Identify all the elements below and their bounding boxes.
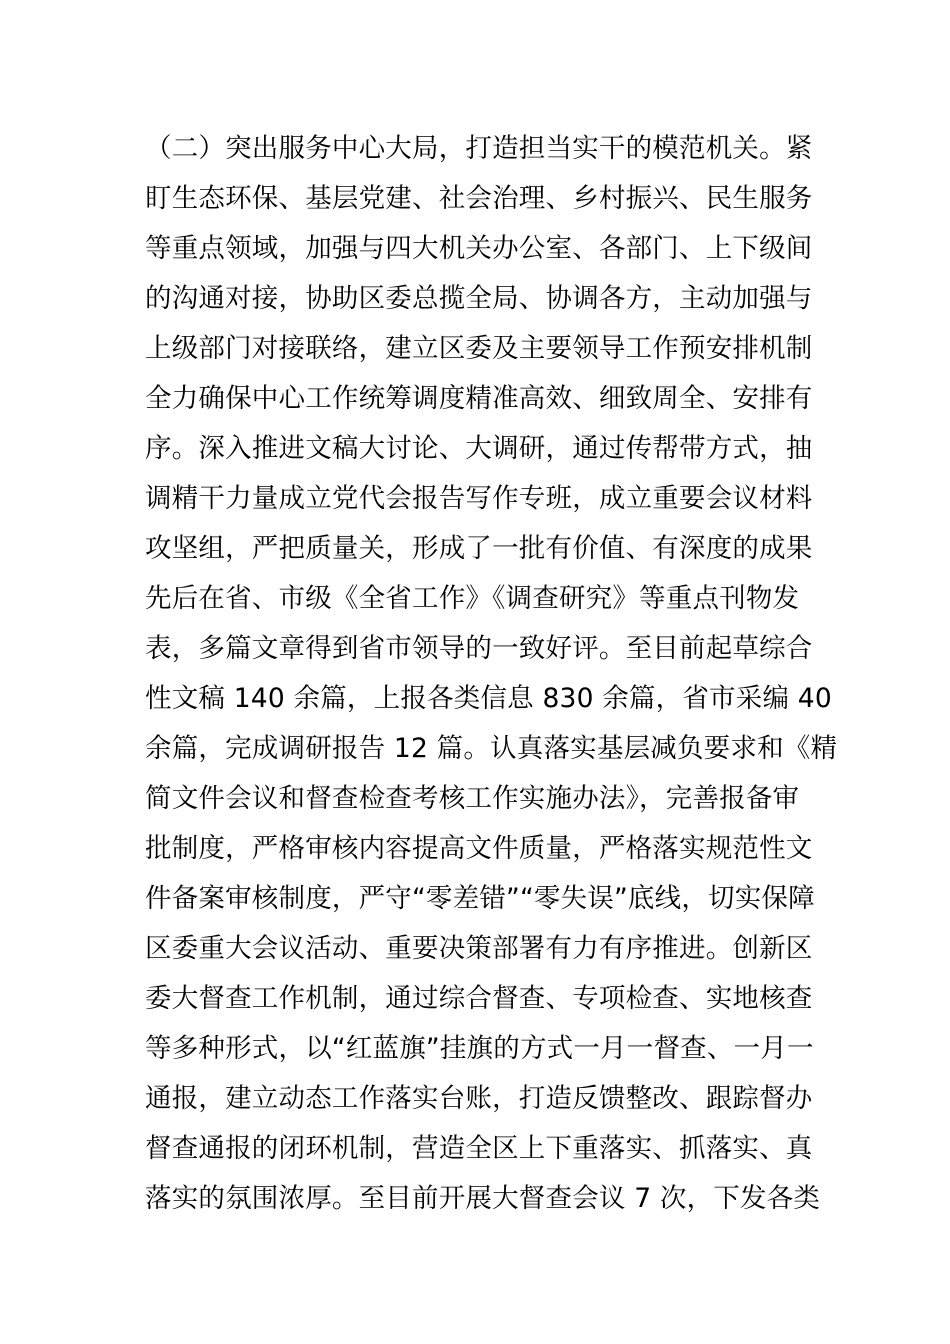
text-line: 件备案审核制度，严守“零差错”“零失误”底线，切实保障 [145, 883, 815, 914]
text-line: 先后在省、市级《全省工作》《调查研究》等重点刊物发 [145, 583, 800, 614]
text-line: 表，多篇文章得到省市领导的一致好评。至目前起草综合 [145, 633, 813, 664]
text-line: 简文件会议和督查检查考核工作实施办法》，完善报备审 [145, 783, 800, 814]
text-line: 落实的氛围浓厚。至目前开展大督查会议 7 次，下发各类 [145, 1183, 821, 1214]
text-line: 通报，建立动态工作落实台账，打造反馈整改、跟踪督办 [145, 1083, 813, 1114]
text-line: 的沟通对接，协助区委总揽全局、协调各方，主动加强与 [145, 283, 813, 314]
body-paragraph [145, 124, 838, 1224]
text-line: 批制度，严格审核内容提高文件质量，严格落实规范性文 [145, 833, 813, 864]
text-line: 盯生态环保、基层党建、社会治理、乡村振兴、民生服务 [145, 183, 813, 214]
text-line: 等多种形式，以“红蓝旗”挂旗的方式一月一督查、一月一 [145, 1033, 814, 1064]
text-line: 区委重大会议活动、重要决策部署有力有序推进。创新区 [145, 933, 813, 964]
text-line: 全力确保中心工作统筹调度精准高效、细致周全、安排有 [145, 383, 813, 414]
text-line: 等重点领域，加强与四大机关办公室、各部门、上下级间 [145, 233, 813, 264]
text-line: 调精干力量成立党代会报告写作专班，成立重要会议材料 [145, 483, 813, 514]
text-line: 序。深入推进文稿大讨论、大调研，通过传帮带方式，抽 [145, 433, 813, 464]
text-line: 上级部门对接联络，建立区委及主要领导工作预安排机制 [145, 333, 813, 364]
text-line: 性文稿 140 余篇，上报各类信息 830 余篇，省市采编 40 [145, 683, 832, 714]
text-line: （二）突出服务中心大局，打造担当实干的模范机关。紧 [145, 133, 813, 164]
text-line: 余篇，完成调研报告 12 篇。认真落实基层减负要求和《精 [145, 733, 838, 764]
text-line: 委大督查工作机制，通过综合督查、专项检查、实地核查 [145, 983, 813, 1014]
text-line: 攻坚组，严把质量关，形成了一批有价值、有深度的成果 [145, 533, 813, 564]
text-line: 督查通报的闭环机制，营造全区上下重落实、抓落实、真 [145, 1133, 813, 1164]
